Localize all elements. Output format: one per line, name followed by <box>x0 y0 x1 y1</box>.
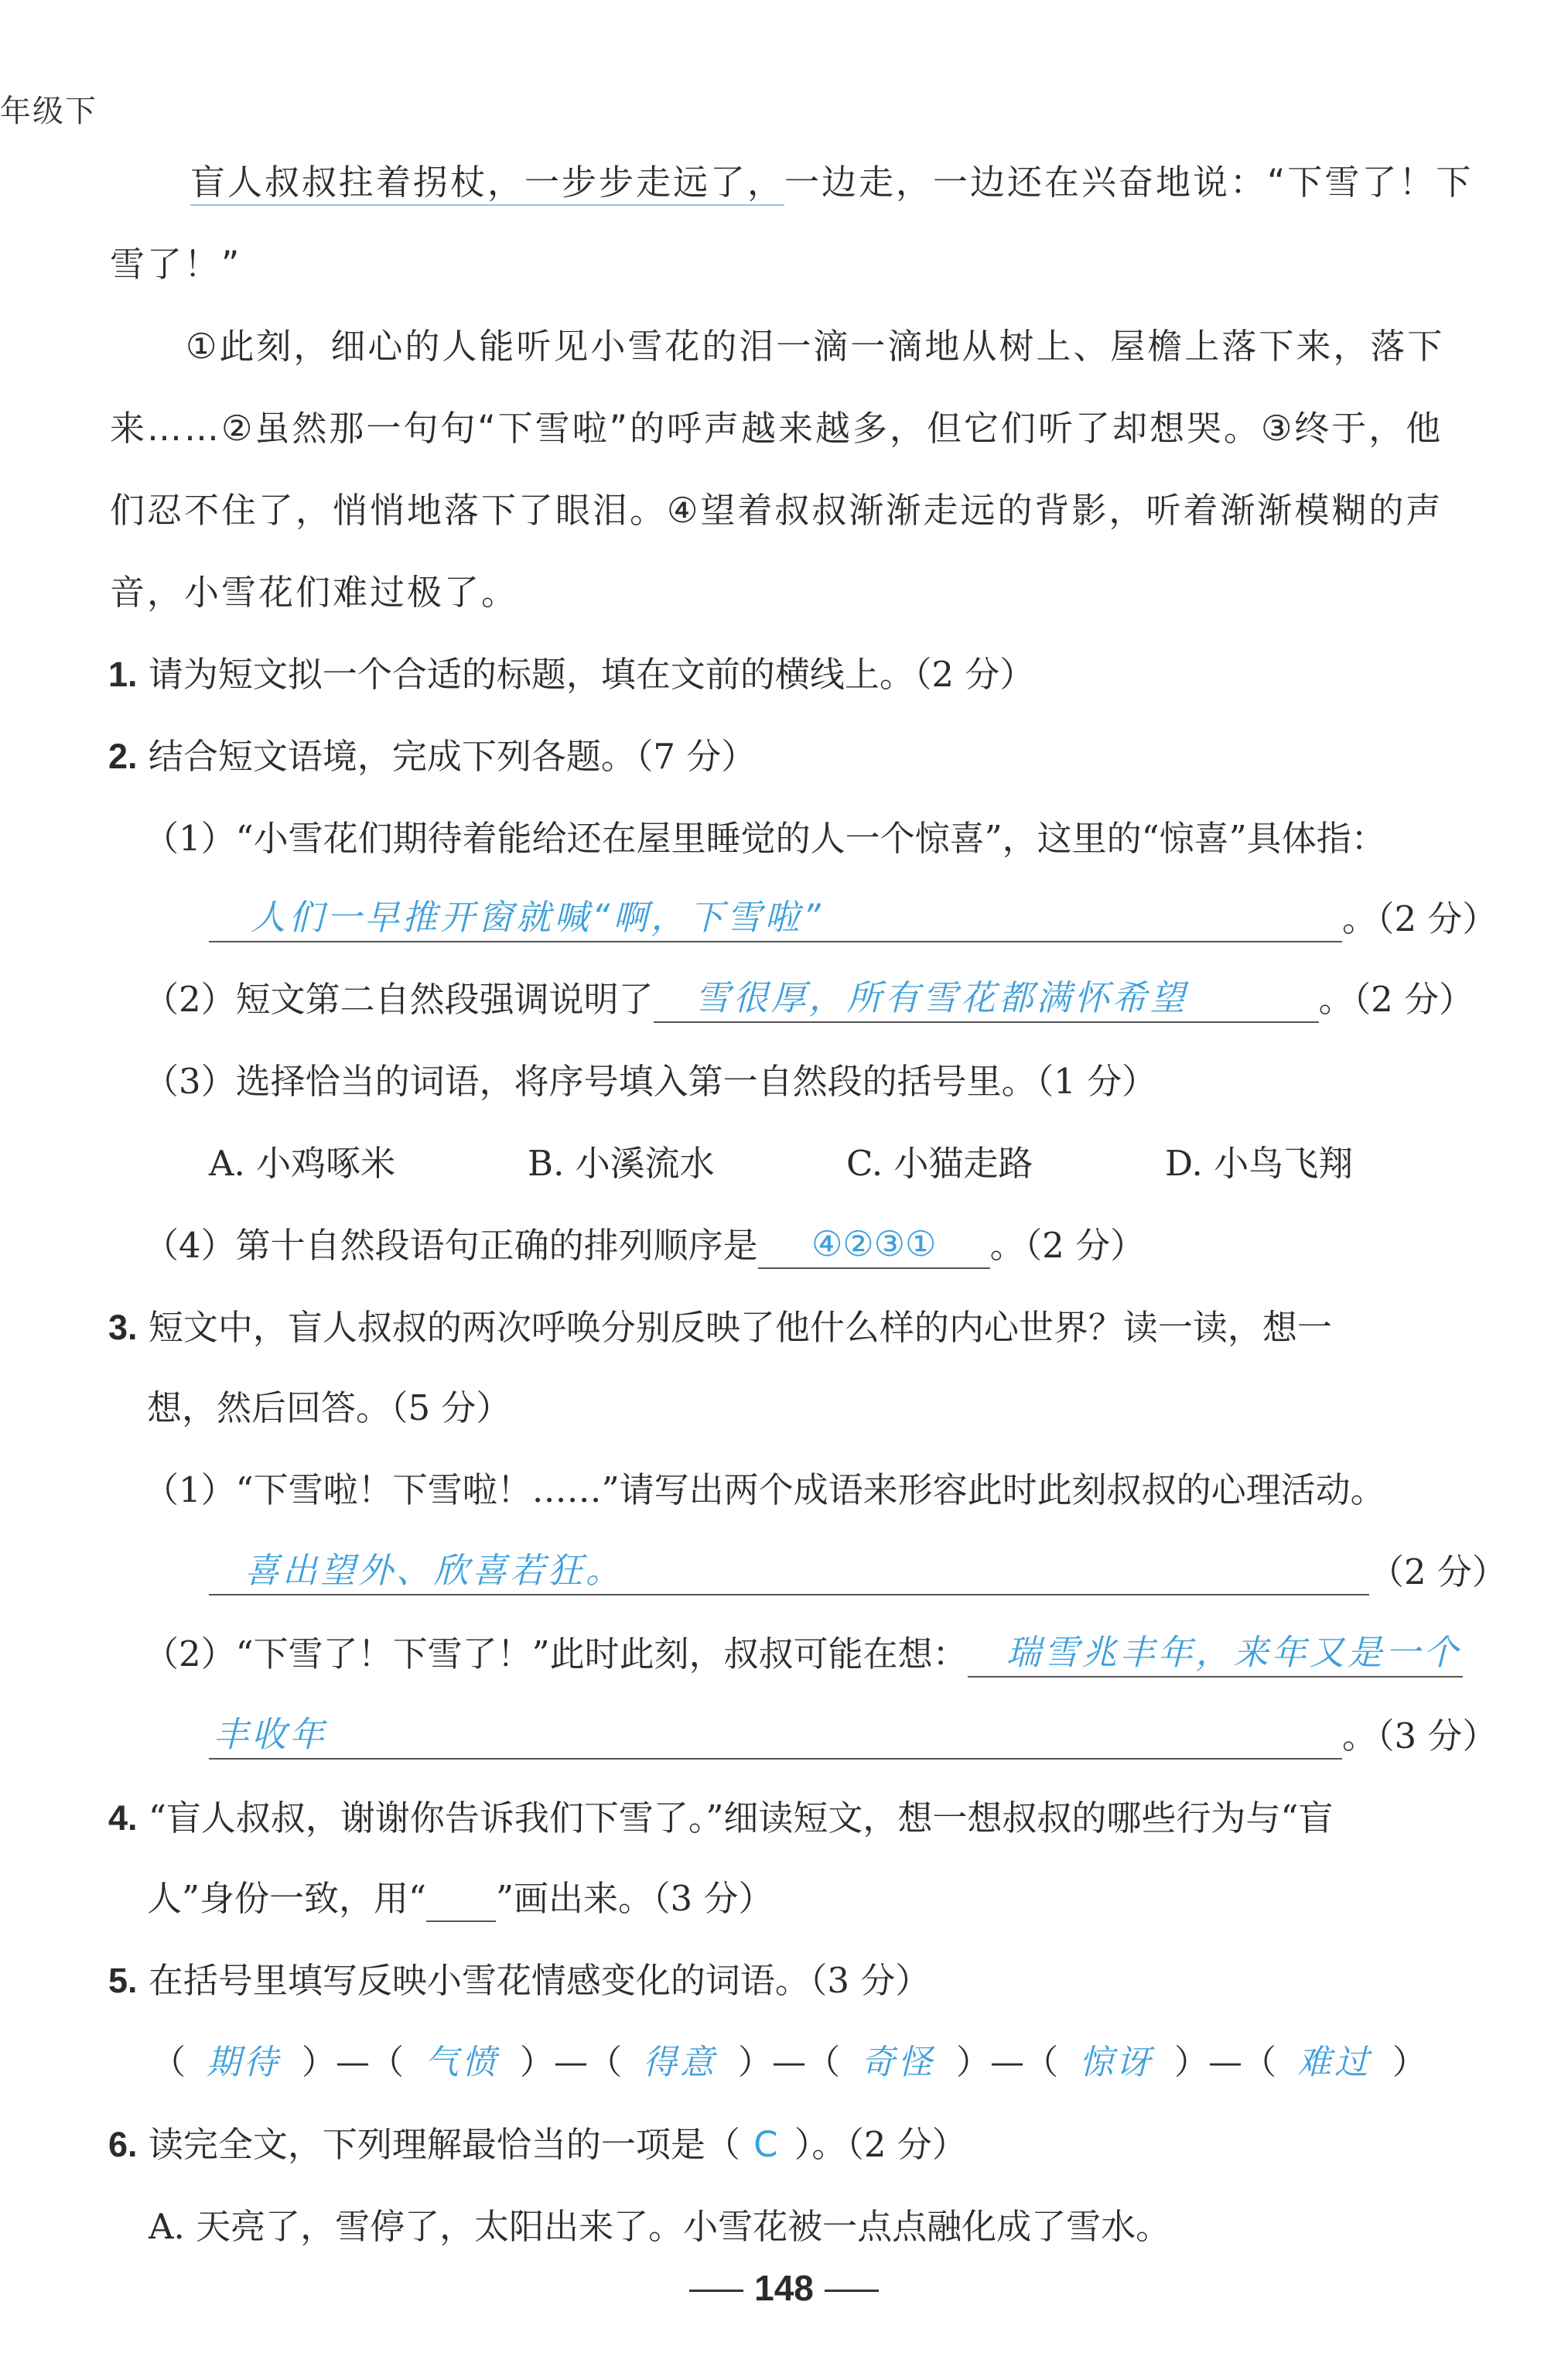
q6-option-a: A. 天亮了，雪停了，太阳出来了。小雪花被一点点融化成了雪水。 <box>149 2206 1171 2247</box>
passage-line: 来……②虽然那一句句“下雪啦”的呼声越来越多，但它们听了却想哭。③终于，他 <box>110 408 1443 449</box>
option-a: A. 小鸡啄米 <box>209 1143 396 1184</box>
answer-blank[interactable] <box>209 1549 1369 1595</box>
answer-blank[interactable] <box>758 1223 990 1269</box>
handwritten-answer: 喜出望外、欣喜若狂。 <box>244 1550 624 1591</box>
underlined-sentence: 盲人叔叔拄着拐杖，一步步走远了， <box>190 162 784 206</box>
q2-sub3: （3）选择恰当的词语，将序号填入第一自然段的括号里。（1 分） <box>144 1061 1157 1102</box>
handwritten-answer: ④②③① <box>811 1223 937 1264</box>
question-3-cont: 想，然后回答。（5 分） <box>147 1387 511 1428</box>
grade-header: 年级下 <box>0 94 97 129</box>
emotion-answer[interactable]: 奇怪 <box>861 2043 935 2082</box>
q2-sub1: （1）“小雪花们期待着能给还在屋里睡觉的人一个惊喜”，这里的“惊喜”具体指： <box>144 818 1386 859</box>
underline-mark <box>426 1886 496 1922</box>
q2-sub1-answer-row: 人们一早推开窗就喊“啊，下雪啦” 。（2 分） <box>209 896 1497 942</box>
handwritten-answer: 丰收年 <box>214 1714 328 1755</box>
option-b: B. 小溪流水 <box>528 1143 715 1184</box>
option-c: C. 小猫走路 <box>846 1143 1033 1184</box>
emotion-answer[interactable]: 难过 <box>1297 2043 1372 2082</box>
emotion-answer[interactable]: 惊讶 <box>1079 2043 1153 2082</box>
question-5: 5. 在括号里填写反映小雪花情感变化的词语。（3 分） <box>108 1960 931 2001</box>
passage-line: 雪了！” <box>110 244 242 285</box>
page-number: 148 <box>0 2267 1568 2309</box>
answer-blank[interactable] <box>968 1631 1463 1678</box>
q3-sub2-answer-row: 丰收年 。（3 分） <box>209 1713 1497 1760</box>
q3-sub1: （1）“下雪啦！下雪啦！……”请写出两个成语来形容此时此刻叔叔的心理活动。 <box>144 1469 1385 1510</box>
question-6: 6. 读完全文，下列理解最恰当的一项是（ C ）。（2 分） <box>108 2122 967 2168</box>
question-1: 1. 请为短文拟一个合适的标题，填在文前的横线上。（2 分） <box>108 654 1035 695</box>
answer-blank[interactable] <box>209 896 1342 942</box>
choice-answer[interactable]: C <box>753 2124 781 2165</box>
handwritten-answer: 雪很厚，所有雪花都满怀希望 <box>695 977 1188 1018</box>
q2-options <box>209 1141 1353 1187</box>
passage-line: 们忍不住了，悄悄地落下了眼泪。④望着叔叔渐渐走远的背影，听着渐渐模糊的声 <box>110 490 1443 531</box>
q2-sub2: （2）短文第二自然段强调说明了 雪很厚，所有雪花都满怀希望 。（2 分） <box>144 976 1474 1023</box>
passage-line: 盲人叔叔拄着拐杖，一步步走远了，一边走，一边还在兴奋地说：“下雪了！下 <box>190 159 1473 206</box>
answer-blank[interactable] <box>654 976 1319 1023</box>
handwritten-answer: 人们一早推开窗就喊“啊，下雪啦” <box>251 897 824 938</box>
question-3: 3. 短文中，盲人叔叔的两次呼唤分别反映了他什么样的内心世界？读一读，想一 <box>108 1307 1332 1348</box>
q3-sub1-answer-row: 喜出望外、欣喜若狂。 （2 分） <box>209 1549 1507 1595</box>
emotion-answer[interactable]: 得意 <box>643 2043 717 2082</box>
question-2: 2. 结合短文语境，完成下列各题。（7 分） <box>108 736 757 777</box>
question-4: 4. “盲人叔叔，谢谢你告诉我们下雪了。”细读短文，想一想叔叔的哪些行为与“盲 <box>108 1797 1334 1838</box>
answer-blank[interactable] <box>209 1713 1342 1760</box>
emotion-answer[interactable]: 气愤 <box>425 2043 499 2082</box>
q3-sub2: （2）“下雪了！下雪了！”此时此刻，叔叔可能在想： 瑞雪兆丰年，来年又是一个 <box>144 1631 1463 1678</box>
emotion-chain: （ 期待 ）—（ 气愤 ）—（ 得意 ）—（ 奇怪 ）—（ 惊讶 ）—（ 难过 ） <box>152 2040 1426 2086</box>
question-4-cont: 人”身份一致，用“ ”画出来。（3 分） <box>147 1876 773 1922</box>
passage-line: ①此刻，细心的人能听见小雪花的泪一滴一滴地从树上、屋檐上落下来，落下 <box>186 326 1445 367</box>
emotion-answer[interactable]: 期待 <box>207 2043 281 2082</box>
option-d: D. 小鸟飞翔 <box>1165 1143 1354 1184</box>
handwritten-answer: 瑞雪兆丰年，来年又是一个 <box>1006 1632 1461 1673</box>
passage-line: 音，小雪花们难过极了。 <box>110 572 519 613</box>
q2-sub4: （4）第十自然段语句正确的排列顺序是 ④②③① 。（2 分） <box>144 1223 1145 1269</box>
